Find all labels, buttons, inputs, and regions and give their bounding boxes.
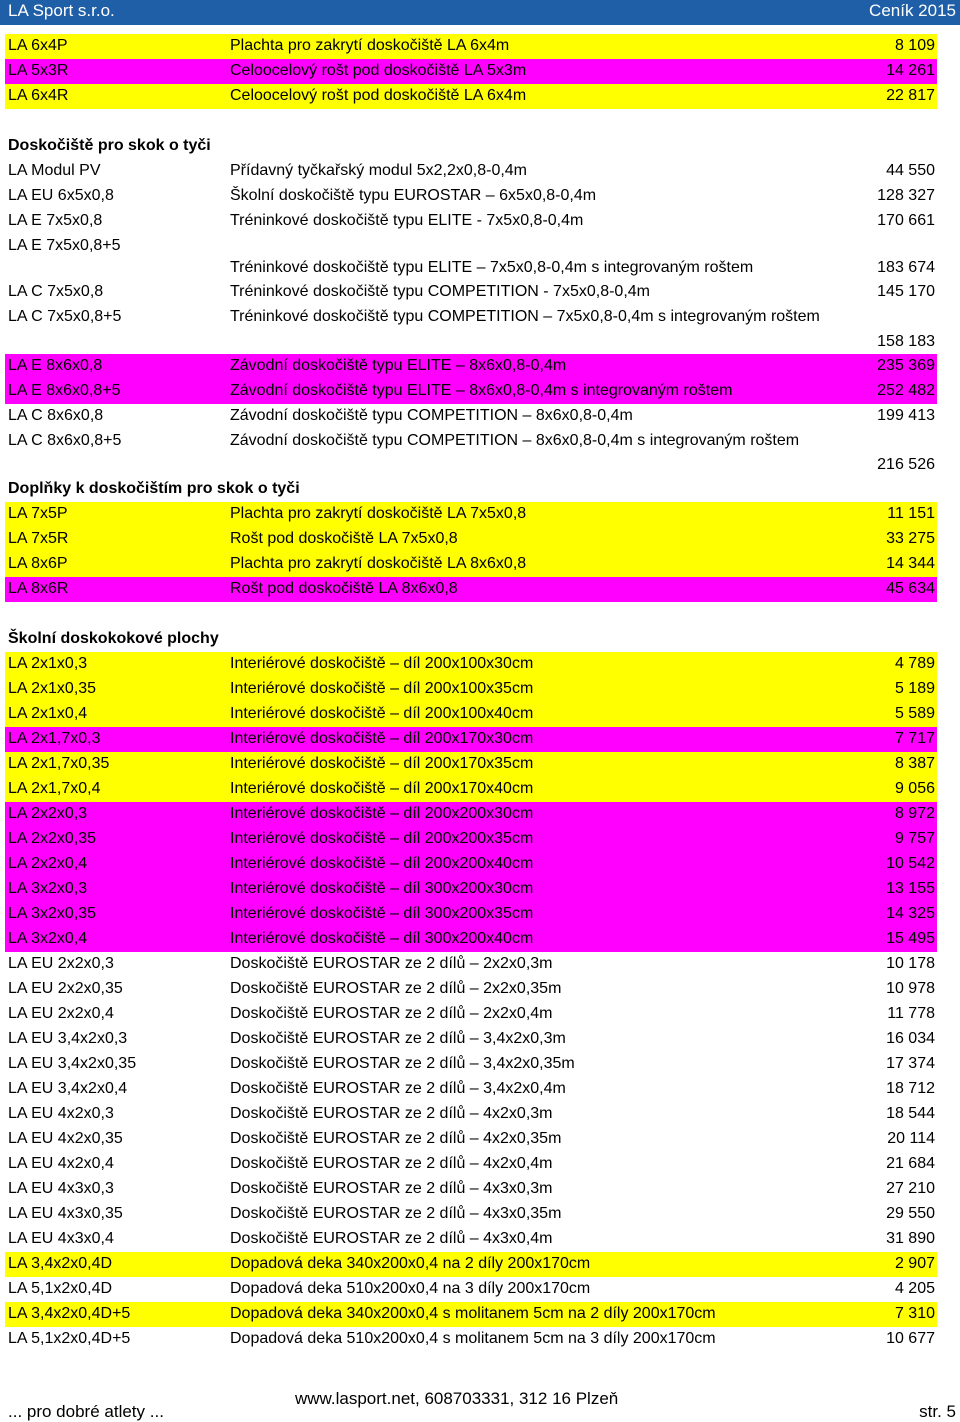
- price-row: [5, 677, 937, 702]
- product-code: LA E 8x6x0,8+5: [8, 382, 121, 399]
- product-description: Doskočiště EUROSTAR ze 2 dílů – 3,4x2x0,4m: [230, 1080, 566, 1097]
- product-code: LA Modul PV: [8, 162, 101, 179]
- product-code: LA 6x4P: [8, 37, 68, 54]
- product-description: Interiérové doskočiště – díl 300x200x40cm: [230, 930, 534, 947]
- product-price: 17 374: [886, 1055, 935, 1072]
- product-code: LA 3x2x0,4: [8, 930, 88, 947]
- product-code: LA 2x1,7x0,35: [8, 755, 110, 772]
- price-row: [5, 1277, 937, 1302]
- product-code: LA EU 2x2x0,35: [8, 980, 123, 997]
- page-footer: [0, 1388, 960, 1422]
- product-code: LA EU 4x3x0,35: [8, 1205, 123, 1222]
- product-description: Plachta pro zakrytí doskočiště LA 7x5x0,8: [230, 505, 527, 522]
- price-row: [5, 527, 937, 552]
- product-price: 199 413: [877, 407, 935, 424]
- product-price: 128 327: [877, 187, 935, 204]
- product-code: LA 2x1x0,4: [8, 705, 88, 722]
- product-price: 5 189: [894, 680, 935, 697]
- price-row: [5, 777, 937, 802]
- product-code: LA 5,1x2x0,4D: [8, 1280, 113, 1297]
- price-row: [5, 404, 937, 429]
- product-price: 29 550: [886, 1205, 935, 1222]
- page-number: str. 5: [919, 1402, 956, 1421]
- product-code: LA 5x3R: [8, 62, 69, 79]
- price-row: [5, 802, 937, 827]
- product-price: 14 344: [886, 555, 935, 572]
- product-price: 20 114: [887, 1130, 935, 1147]
- product-code: LA 8x6R: [8, 580, 69, 597]
- price-row: [5, 429, 937, 477]
- price-row: [5, 280, 937, 305]
- price-row: [5, 927, 937, 952]
- price-row: [5, 552, 937, 577]
- product-description: Interiérové doskočiště – díl 200x170x35cm: [230, 755, 534, 772]
- price-row: [5, 902, 937, 927]
- price-row: [5, 1227, 937, 1252]
- product-price: 33 275: [886, 530, 935, 547]
- product-price: 7 717: [894, 730, 935, 747]
- product-description: Rošt pod doskočiště LA 8x6x0,8: [230, 580, 458, 597]
- company-name: LA Sport s.r.o.: [8, 1, 115, 20]
- product-price: 14 325: [886, 905, 935, 922]
- product-description: Doskočiště EUROSTAR ze 2 dílů – 3,4x2x0,3m: [230, 1030, 566, 1047]
- product-code: LA E 8x6x0,8: [8, 357, 103, 374]
- document-title: Ceník 2015: [869, 1, 956, 20]
- product-description: Celoocelový rošt pod doskočiště LA 6x4m: [230, 87, 527, 104]
- product-price: 252 482: [877, 382, 935, 399]
- product-price: 183 674: [877, 259, 935, 276]
- product-code: LA EU 4x3x0,4: [8, 1230, 114, 1247]
- product-code: LA EU 2x2x0,4: [8, 1005, 114, 1022]
- product-description: Tréninkové doskočiště typu ELITE – 7x5x0,8-0,4m s integrovaným roštem: [230, 259, 754, 276]
- product-code: LA EU 3,4x2x0,35: [8, 1055, 137, 1072]
- product-code: LA 2x1x0,3: [8, 655, 88, 672]
- product-code: LA 8x6P: [8, 555, 68, 572]
- price-row: [5, 84, 937, 109]
- product-description: Interiérové doskočiště – díl 200x200x30cm: [230, 805, 534, 822]
- product-price: 10 542: [886, 855, 935, 872]
- footer-contact: www.lasport.net, 608703331, 312 16 Plzeň: [295, 1389, 619, 1408]
- product-description: Interiérové doskočiště – díl 300x200x35cm: [230, 905, 534, 922]
- product-description: Interiérové doskočiště – díl 200x100x30cm: [230, 655, 534, 672]
- product-price: 18 544: [886, 1105, 935, 1122]
- price-row: [5, 1177, 937, 1202]
- price-row: [5, 652, 937, 677]
- product-code: LA EU 4x3x0,3: [8, 1180, 114, 1197]
- price-row: [5, 952, 937, 977]
- product-description: Doskočiště EUROSTAR ze 2 dílů – 4x3x0,35m: [230, 1205, 562, 1222]
- product-description: Závodní doskočiště typu ELITE – 8x6x0,8-0,4m: [230, 357, 567, 374]
- product-description: Závodní doskočiště typu COMPETITION – 8x6x0,8-0,4m s integrovaným roštem: [230, 432, 800, 449]
- price-row: [5, 209, 937, 234]
- price-row: [5, 234, 937, 280]
- product-description: Plachta pro zakrytí doskočiště LA 6x4m: [230, 37, 510, 54]
- product-description: Rošt pod doskočiště LA 7x5x0,8: [230, 530, 458, 547]
- product-description: Dopadová deka 510x200x0,4 s molitanem 5cm na 3 díly 200x170cm: [230, 1330, 716, 1347]
- group-covers-grids: [5, 34, 937, 109]
- price-row: [5, 1027, 937, 1052]
- product-description: Dopadová deka 340x200x0,4 s molitanem 5cm na 2 díly 200x170cm: [230, 1305, 716, 1322]
- product-code: LA EU 6x5x0,8: [8, 187, 114, 204]
- price-row: [5, 1052, 937, 1077]
- product-description: Doskočiště EUROSTAR ze 2 dílů – 2x2x0,35m: [230, 980, 562, 997]
- price-row: [5, 1127, 937, 1152]
- product-code: LA 6x4R: [8, 87, 69, 104]
- product-code: LA 5,1x2x0,4D+5: [8, 1330, 131, 1347]
- price-row: [5, 877, 937, 902]
- product-code: LA E 7x5x0,8: [8, 212, 103, 229]
- product-code: LA EU 4x2x0,35: [8, 1130, 123, 1147]
- section-heading-school-mats: Školní doskokokové plochy: [8, 630, 219, 647]
- price-row: [5, 1002, 937, 1027]
- product-price: 11 778: [887, 1005, 935, 1022]
- group-pole-vault: [5, 159, 937, 477]
- product-description: Interiérové doskočiště – díl 200x100x40cm: [230, 705, 534, 722]
- price-row: [5, 1252, 937, 1277]
- product-description: Dopadová deka 510x200x0,4 na 3 díly 200x170cm: [230, 1280, 591, 1297]
- product-price: 27 210: [886, 1180, 935, 1197]
- product-price: 8 387: [894, 755, 935, 772]
- product-price: 22 817: [886, 87, 935, 104]
- product-code: LA 3x2x0,35: [8, 905, 97, 922]
- price-row: [5, 752, 937, 777]
- product-code: LA EU 3,4x2x0,3: [8, 1030, 128, 1047]
- group-school-mats: [5, 652, 937, 1352]
- product-code: LA 7x5R: [8, 530, 69, 547]
- product-price: 216 526: [877, 456, 935, 473]
- product-price: 11 151: [887, 505, 935, 522]
- price-row: [5, 702, 937, 727]
- product-description: Doskočiště EUROSTAR ze 2 dílů – 4x3x0,4m: [230, 1230, 553, 1247]
- product-price: 10 978: [886, 980, 935, 997]
- product-description: Závodní doskočiště typu ELITE – 8x6x0,8-0,4m s integrovaným roštem: [230, 382, 733, 399]
- price-row: [5, 1152, 937, 1177]
- product-description: Doskočiště EUROSTAR ze 2 dílů – 3,4x2x0,35m: [230, 1055, 575, 1072]
- product-description: Doskočiště EUROSTAR ze 2 dílů – 4x2x0,3m: [230, 1105, 553, 1122]
- product-description: Tréninkové doskočiště typu COMPETITION - 7x5x0,8-0,4m: [230, 283, 650, 300]
- product-price: 235 369: [877, 357, 935, 374]
- product-price: 31 890: [886, 1230, 935, 1247]
- section-heading-pole-vault: Doskočiště pro skok o tyči: [8, 137, 211, 154]
- product-description: Přídavný tyčkařský modul 5x2,2x0,8-0,4m: [230, 162, 528, 179]
- product-description: Interiérové doskočiště – díl 200x170x40cm: [230, 780, 534, 797]
- product-code: LA 2x1,7x0,3: [8, 730, 101, 747]
- product-code: LA C 7x5x0,8+5: [8, 308, 122, 325]
- product-description: Interiérové doskočiště – díl 200x170x30cm: [230, 730, 534, 747]
- price-row: [5, 34, 937, 59]
- product-price: 9 056: [894, 780, 935, 797]
- price-row: [5, 827, 937, 852]
- price-row: [5, 1327, 937, 1352]
- price-row: [5, 1302, 937, 1327]
- product-description: Školní doskočiště typu EUROSTAR – 6x5x0,8-0,4m: [230, 187, 597, 204]
- price-list: [5, 34, 937, 1352]
- product-description: Tréninkové doskočiště typu ELITE - 7x5x0,8-0,4m: [230, 212, 584, 229]
- product-price: 44 550: [886, 162, 935, 179]
- product-code: LA 2x1,7x0,4: [8, 780, 101, 797]
- product-price: 2 907: [894, 1255, 935, 1272]
- product-description: Interiérové doskočiště – díl 200x100x35cm: [230, 680, 534, 697]
- product-code: LA E 7x5x0,8+5: [8, 237, 121, 254]
- price-row: [5, 1102, 937, 1127]
- product-description: Celoocelový rošt pod doskočiště LA 5x3m: [230, 62, 527, 79]
- product-code: LA 2x2x0,35: [8, 830, 97, 847]
- product-code: LA C 8x6x0,8+5: [8, 432, 122, 449]
- price-row: [5, 159, 937, 184]
- price-row: [5, 379, 937, 404]
- product-price: 14 261: [886, 62, 935, 79]
- product-description: Doskočiště EUROSTAR ze 2 dílů – 4x2x0,35m: [230, 1130, 562, 1147]
- product-price: 145 170: [877, 283, 935, 300]
- product-description: Doskočiště EUROSTAR ze 2 dílů – 2x2x0,3m: [230, 955, 553, 972]
- product-description: Závodní doskočiště typu COMPETITION – 8x6x0,8-0,4m: [230, 407, 633, 424]
- product-description: Interiérové doskočiště – díl 200x200x35cm: [230, 830, 534, 847]
- product-code: LA C 7x5x0,8: [8, 283, 104, 300]
- product-price: 9 757: [894, 830, 935, 847]
- product-price: 8 109: [894, 37, 935, 54]
- product-price: 16 034: [886, 1030, 935, 1047]
- product-price: 13 155: [886, 880, 935, 897]
- product-code: LA EU 4x2x0,3: [8, 1105, 114, 1122]
- price-row: [5, 977, 937, 1002]
- product-description: Interiérové doskočiště – díl 200x200x40cm: [230, 855, 534, 872]
- price-row: [5, 1077, 937, 1102]
- product-price: 15 495: [886, 930, 935, 947]
- product-price: 18 712: [886, 1080, 935, 1097]
- price-row: [5, 502, 937, 527]
- product-code: LA 7x5P: [8, 505, 68, 522]
- product-code: LA 2x2x0,3: [8, 805, 88, 822]
- product-description: Doskočiště EUROSTAR ze 2 dílů – 4x3x0,3m: [230, 1180, 553, 1197]
- price-row: [5, 59, 937, 84]
- section-heading-accessories: Doplňky k doskočištím pro skok o tyči: [8, 480, 300, 497]
- product-description: Dopadová deka 340x200x0,4 na 2 díly 200x170cm: [230, 1255, 591, 1272]
- price-row: [5, 1202, 937, 1227]
- footer-slogan: ... pro dobré atlety ...: [8, 1402, 164, 1421]
- product-price: 10 677: [886, 1330, 935, 1347]
- price-row: [5, 305, 937, 354]
- product-code: LA 3x2x0,3: [8, 880, 88, 897]
- product-description: Interiérové doskočiště – díl 300x200x30cm: [230, 880, 534, 897]
- product-price: 10 178: [886, 955, 935, 972]
- group-accessories: [5, 502, 937, 602]
- product-price: 21 684: [886, 1155, 935, 1172]
- product-code: LA C 8x6x0,8: [8, 407, 104, 424]
- product-description: Plachta pro zakrytí doskočiště LA 8x6x0,8: [230, 555, 527, 572]
- product-price: 4 789: [894, 655, 935, 672]
- product-price: 4 205: [894, 1280, 935, 1297]
- product-price: 158 183: [877, 333, 935, 350]
- product-price: 5 589: [894, 705, 935, 722]
- price-row: [5, 577, 937, 602]
- product-price: 8 972: [894, 805, 935, 822]
- product-code: LA 3,4x2x0,4D+5: [8, 1305, 131, 1322]
- price-row: [5, 184, 937, 209]
- product-code: LA EU 3,4x2x0,4: [8, 1080, 128, 1097]
- product-price: 45 634: [886, 580, 935, 597]
- product-code: LA 2x1x0,35: [8, 680, 97, 697]
- product-price: 170 661: [877, 212, 935, 229]
- price-row: [5, 727, 937, 752]
- product-code: LA EU 4x2x0,4: [8, 1155, 114, 1172]
- price-row: [5, 852, 937, 877]
- product-price: 7 310: [894, 1305, 935, 1322]
- page-header: [0, 0, 960, 25]
- product-description: Doskočiště EUROSTAR ze 2 dílů – 2x2x0,4m: [230, 1005, 553, 1022]
- product-code: LA EU 2x2x0,3: [8, 955, 114, 972]
- product-code: LA 2x2x0,4: [8, 855, 88, 872]
- product-description: Tréninkové doskočiště typu COMPETITION – 7x5x0,8-0,4m s integrovaným roštem: [230, 308, 820, 325]
- product-description: Doskočiště EUROSTAR ze 2 dílů – 4x2x0,4m: [230, 1155, 553, 1172]
- product-code: LA 3,4x2x0,4D: [8, 1255, 113, 1272]
- price-row: [5, 354, 937, 379]
